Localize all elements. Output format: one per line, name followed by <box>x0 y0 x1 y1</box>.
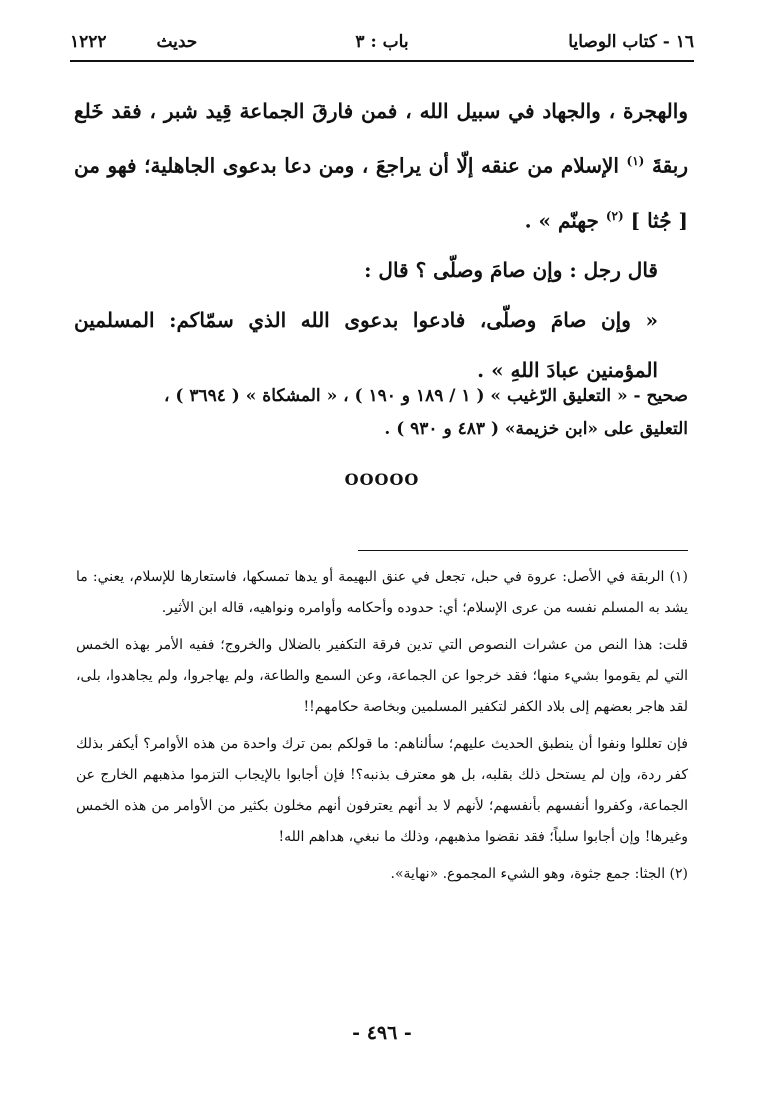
grading-line-1: صحيح - « التعليق الرّغيب » ( ١ / ١٨٩ و ١٩٠ ) ، « المشكاة » ( ٣٦٩٤ ) ، <box>163 386 688 406</box>
footnote-2: (٢) الجثا: جمع جثوة، وهو الشيء المجموع. «نهاية». <box>390 866 688 882</box>
hadith-line-2: الإسلام من عنقه إلّا أن يراجعَ ، ومن دعا بدعوى الجاهلية؛ فهو من [ جُثا ] <box>74 153 688 233</box>
footnote-ref-1: (١) <box>626 154 645 168</box>
section-separator: OOOOO <box>344 470 420 489</box>
hadith-paragraph <box>74 86 688 245</box>
editor-note-1: قلت: هذا النص من عشرات النصوص التي تدين فرقة التكفير بالضلال والخروج؛ ففيه الأمر بهذه الخمس التي لم يقوموا بشيء منها؛ فقد خرجوا عن الجماعة، وعن السمع والطاعة، ولم يهاجروا، ولم يجاهدوا، بلى، لقد هاجر بعضهم إلى بلاد الكفر لتكفير المسلمين وبخاصة حكامهم!! <box>76 637 688 715</box>
footnote-divider <box>358 550 688 551</box>
hadith-number: ١٢٢٢ <box>70 32 107 52</box>
page-header <box>70 26 694 60</box>
hadith-answer: « وإن صامَ وصلّى، فادعوا بدعوى الله الذي سمّاكم: المسلمين المؤمنين عبادَ اللهِ » . <box>74 308 658 383</box>
footnote-1: (١) الربقة في الأصل: عروة في حبل، تجعل في عنق البهيمة أو يدها تمسكها، فاستعارها للإسلام، يعني: ما يشد به المسلم نفسه من عرى الإسلام؛ أي: حدوده وأحكامه وأوامره ونواهيه، قاله ابن الأثير. <box>76 569 688 616</box>
header-divider <box>70 60 694 62</box>
hadith-question: قال رجل : وإن صامَ وصلّى ؟ قال : <box>364 258 658 283</box>
book-title: ١٦ - كتاب الوصايا <box>568 32 694 52</box>
grading-block <box>76 380 688 446</box>
hadith-label: حديث <box>156 32 198 52</box>
hadith-ref <box>70 32 197 52</box>
editor-note-2: فإن تعللوا ونفوا أن ينطبق الحديث عليهم؛ سألناهم: ما قولكم بمن ترك واحدة من هذه الأوامر؟ أيكفر بذلك كفر ردة، وإن لم يستحل ذلك بقلبه، بل هو معترف بذنبه؟! فإن أجابوا بالإيجاب التزموا مذهبهم الخارج عن الجماعة، وكفروا أنفسهم بأنفسهم؛ لأنهم لا بد أنهم يعترفون أنهم مخلون بكثير من الأوامر من هذه الخمس وغيرها! وإن أجابوا سلباً؛ فقد نقضوا مذهبهم، وذلك ما نبغي، هداهم الله! <box>76 736 688 845</box>
grading-line-2: التعليق على «ابن خزيمة» ( ٤٨٣ و ٩٣٠ ) . <box>384 419 688 439</box>
footnote-ref-2: (٢) <box>605 208 624 223</box>
hadith-text <box>74 86 688 395</box>
hadith-line-3: جهنّم » . <box>524 208 599 233</box>
footnotes <box>76 562 688 896</box>
page-number: - ٤٩٦ - <box>352 1022 412 1044</box>
chapter-label: باب : ٣ <box>355 32 409 52</box>
hadith-line-1: والهجرة ، والجهاد في سبيل الله ، فمن فارقَ الجماعة قِيد شبر ، فقد خَلع ربقةَ <box>74 99 689 178</box>
